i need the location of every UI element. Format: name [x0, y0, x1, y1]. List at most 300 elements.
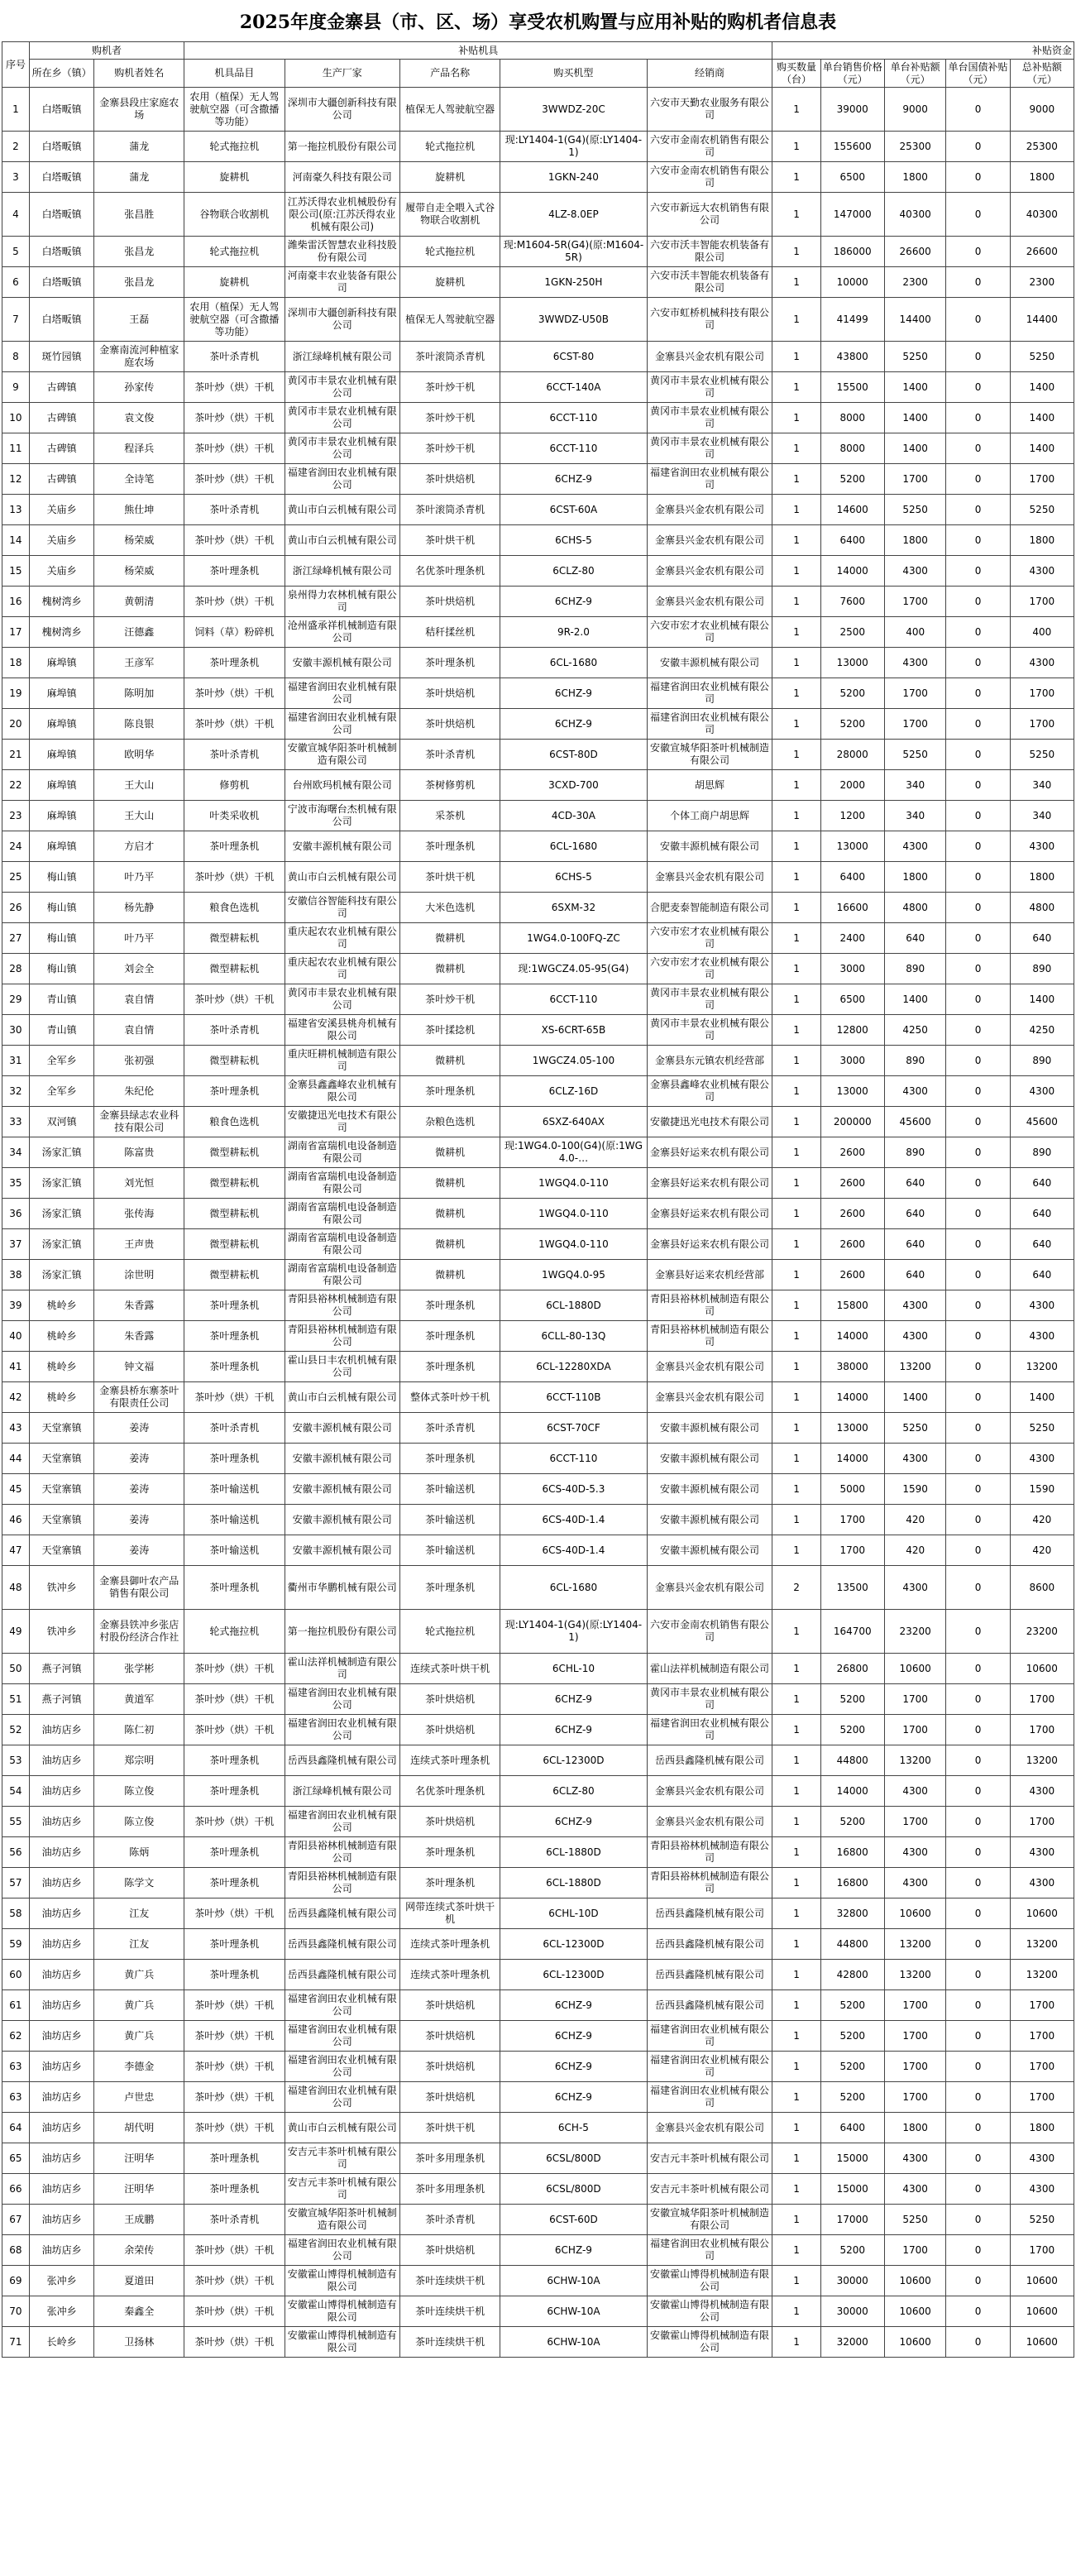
cell-model: 4LZ-8.0EP: [500, 193, 647, 237]
table-row: [2, 1505, 1074, 1535]
cell-town: 长岭乡: [29, 2327, 93, 2358]
cell-town: 汤家汇镇: [29, 1168, 93, 1199]
cell-product: 名优茶叶理条机: [399, 556, 500, 587]
cell-price: 6400: [820, 2113, 884, 2143]
cell-town: 关庙乡: [29, 525, 93, 556]
cell-maker: 潍柴雷沃智慧农业科技股份有限公司: [285, 237, 399, 267]
cell-product: 连续式茶叶理条机: [399, 1929, 500, 1960]
cell-qty: 1: [772, 862, 820, 893]
cell-total-subsidy: 2300: [1010, 267, 1074, 298]
cell-town: 麻埠镇: [29, 740, 93, 770]
cell-maker: 福建省润田农业机械有限公司: [285, 464, 399, 495]
cell-bond-subsidy: 0: [946, 1046, 1010, 1076]
cell-qty: 1: [772, 587, 820, 617]
cell-total-subsidy: 4300: [1010, 2143, 1074, 2174]
cell-buyer-name: 王大山: [94, 770, 184, 801]
cell-qty: 1: [772, 1107, 820, 1137]
cell-total-subsidy: 340: [1010, 801, 1074, 831]
cell-total-subsidy: 420: [1010, 1505, 1074, 1535]
cell-unit-subsidy: 5250: [884, 1413, 946, 1444]
cell-town: 张冲乡: [29, 2296, 93, 2327]
cell-town: 油坊店乡: [29, 1868, 93, 1898]
cell-bond-subsidy: 0: [946, 1610, 1010, 1654]
cell-bond-subsidy: 0: [946, 923, 1010, 954]
cell-category: 茶叶杀青机: [184, 342, 285, 372]
cell-maker: 河南豪丰农业装备有限公司: [285, 267, 399, 298]
cell-buyer-name: 金寨县段庄家庭农场: [94, 88, 184, 132]
cell-product: 茶叶连续烘干机: [399, 2296, 500, 2327]
cell-buyer-name: 姜涛: [94, 1535, 184, 1566]
cell-seq: 41: [2, 1352, 30, 1382]
cell-dealer: 安徽丰源机械有限公司: [647, 1535, 772, 1566]
cell-town: 汤家汇镇: [29, 1229, 93, 1260]
cell-product: 茶叶多用理条机: [399, 2143, 500, 2174]
cell-product: 茶叶连续烘干机: [399, 2327, 500, 2358]
cell-town: 油坊店乡: [29, 2052, 93, 2082]
cell-category: 茶叶理条机: [184, 1776, 285, 1807]
cell-product: 微耕机: [399, 1137, 500, 1168]
table-row: [2, 1610, 1074, 1654]
cell-dealer: 安徽霍山博得机械制造有限公司: [647, 2266, 772, 2296]
cell-maker: 安徽霍山博得机械制造有限公司: [285, 2327, 399, 2358]
cell-category: 微型耕耘机: [184, 1137, 285, 1168]
cell-total-subsidy: 890: [1010, 1137, 1074, 1168]
cell-price: 5000: [820, 1474, 884, 1505]
cell-product: 茶叶烘焙机: [399, 1807, 500, 1837]
table-row: [2, 372, 1074, 403]
table-row: [2, 403, 1074, 433]
cell-qty: 1: [772, 2296, 820, 2327]
cell-qty: 1: [772, 1807, 820, 1837]
cell-qty: 1: [772, 2021, 820, 2052]
cell-town: 关庙乡: [29, 495, 93, 525]
cell-total-subsidy: 1800: [1010, 2113, 1074, 2143]
cell-total-subsidy: 1700: [1010, 2052, 1074, 2082]
cell-unit-subsidy: 4300: [884, 2174, 946, 2205]
cell-bond-subsidy: 0: [946, 2113, 1010, 2143]
cell-bond-subsidy: 0: [946, 237, 1010, 267]
cell-unit-subsidy: 4300: [884, 831, 946, 862]
cell-category: 茶叶理条机: [184, 1929, 285, 1960]
cell-product: 茶叶输送机: [399, 1505, 500, 1535]
cell-maker: 安徽宣城华阳茶叶机械制造有限公司: [285, 2205, 399, 2235]
cell-qty: 1: [772, 1444, 820, 1474]
cell-buyer-name: 姜涛: [94, 1505, 184, 1535]
cell-price: 39000: [820, 88, 884, 132]
cell-category: 饲料（草）粉碎机: [184, 617, 285, 648]
cell-seq: 67: [2, 2205, 30, 2235]
cell-product: 茶叶滚筒杀青机: [399, 495, 500, 525]
cell-bond-subsidy: 0: [946, 2052, 1010, 2082]
cell-town: 白塔畈镇: [29, 298, 93, 342]
cell-buyer-name: 余荣传: [94, 2235, 184, 2266]
cell-product: 旋耕机: [399, 267, 500, 298]
header-seq: 序号: [2, 42, 30, 88]
cell-price: 26800: [820, 1654, 884, 1684]
cell-bond-subsidy: 0: [946, 88, 1010, 132]
table-row: [2, 2266, 1074, 2296]
cell-bond-subsidy: 0: [946, 556, 1010, 587]
cell-unit-subsidy: 5250: [884, 495, 946, 525]
cell-bond-subsidy: 0: [946, 587, 1010, 617]
table-row: [2, 2143, 1074, 2174]
cell-category: 茶叶炒（烘）干机: [184, 1807, 285, 1837]
cell-total-subsidy: 4300: [1010, 1776, 1074, 1807]
cell-price: 147000: [820, 193, 884, 237]
cell-bond-subsidy: 0: [946, 1352, 1010, 1382]
cell-model: 6CHS-5: [500, 862, 647, 893]
cell-maker: 霍山法祥机械制造有限公司: [285, 1654, 399, 1684]
cell-seq: 5: [2, 237, 30, 267]
cell-seq: 56: [2, 1837, 30, 1868]
cell-price: 12800: [820, 1015, 884, 1046]
cell-bond-subsidy: 0: [946, 372, 1010, 403]
cell-town: 铁冲乡: [29, 1566, 93, 1610]
cell-maker: 安徽捷迅光电技术有限公司: [285, 1107, 399, 1137]
cell-qty: 1: [772, 1076, 820, 1107]
header-qty: 购买数量（台）: [772, 60, 820, 88]
cell-model: 6CCT-110: [500, 984, 647, 1015]
table-row: [2, 1898, 1074, 1929]
cell-total-subsidy: 13200: [1010, 1352, 1074, 1382]
cell-total-subsidy: 1700: [1010, 1807, 1074, 1837]
cell-town: 古碑镇: [29, 403, 93, 433]
cell-maker: 岳西县鑫隆机械有限公司: [285, 1898, 399, 1929]
cell-category: 茶叶炒（烘）干机: [184, 984, 285, 1015]
cell-seq: 69: [2, 2266, 30, 2296]
cell-town: 梅山镇: [29, 862, 93, 893]
cell-model: 6CL-12280XDA: [500, 1352, 647, 1382]
cell-unit-subsidy: 1700: [884, 1990, 946, 2021]
table-row: [2, 1566, 1074, 1610]
cell-model: 6CHZ-9: [500, 1807, 647, 1837]
cell-model: 6CHW-10A: [500, 2327, 647, 2358]
cell-total-subsidy: 4300: [1010, 1837, 1074, 1868]
cell-total-subsidy: 10600: [1010, 1654, 1074, 1684]
cell-price: 5200: [820, 709, 884, 740]
table-row: [2, 1684, 1074, 1715]
table-row: [2, 1807, 1074, 1837]
cell-category: 茶叶理条机: [184, 1076, 285, 1107]
cell-unit-subsidy: 4300: [884, 1868, 946, 1898]
cell-qty: 1: [772, 298, 820, 342]
cell-product: 茶叶烘干机: [399, 525, 500, 556]
cell-maker: 福建省润田农业机械有限公司: [285, 2082, 399, 2113]
cell-town: 麻埠镇: [29, 770, 93, 801]
cell-total-subsidy: 4300: [1010, 1444, 1074, 1474]
cell-category: 茶叶理条机: [184, 556, 285, 587]
cell-bond-subsidy: 0: [946, 1321, 1010, 1352]
cell-qty: 1: [772, 1745, 820, 1776]
cell-dealer: 金寨县兴金农机有限公司: [647, 556, 772, 587]
cell-town: 油坊店乡: [29, 2205, 93, 2235]
cell-town: 天堂寨镇: [29, 1505, 93, 1535]
cell-maker: 福建省润田农业机械有限公司: [285, 2021, 399, 2052]
cell-unit-subsidy: 1590: [884, 1474, 946, 1505]
cell-total-subsidy: 4300: [1010, 1321, 1074, 1352]
cell-maker: 福建省润田农业机械有限公司: [285, 1990, 399, 2021]
cell-unit-subsidy: 4300: [884, 556, 946, 587]
cell-town: 双河镇: [29, 1107, 93, 1137]
cell-town: 天堂寨镇: [29, 1474, 93, 1505]
table-row: [2, 88, 1074, 132]
cell-buyer-name: 张昌龙: [94, 237, 184, 267]
cell-total-subsidy: 640: [1010, 1199, 1074, 1229]
cell-model: 6CL-1880D: [500, 1868, 647, 1898]
cell-maker: 湖南省富瑞机电设备制造有限公司: [285, 1199, 399, 1229]
cell-model: 现:1WG4.0-100(G4)(原:1WG4.0-…: [500, 1137, 647, 1168]
cell-unit-subsidy: 1700: [884, 464, 946, 495]
cell-total-subsidy: 10600: [1010, 1898, 1074, 1929]
cell-model: 1GKN-240: [500, 162, 647, 193]
cell-model: 6SXZ-640AX: [500, 1107, 647, 1137]
cell-town: 油坊店乡: [29, 1929, 93, 1960]
cell-buyer-name: 金寨县桥东寨茶叶有限责任公司: [94, 1382, 184, 1413]
cell-product: 杂粮色选机: [399, 1107, 500, 1137]
cell-unit-subsidy: 1400: [884, 433, 946, 464]
cell-seq: 11: [2, 433, 30, 464]
cell-buyer-name: 张初强: [94, 1046, 184, 1076]
cell-town: 桃岭乡: [29, 1290, 93, 1321]
cell-total-subsidy: 890: [1010, 1046, 1074, 1076]
cell-buyer-name: 陈学文: [94, 1868, 184, 1898]
cell-total-subsidy: 10600: [1010, 2327, 1074, 2358]
cell-seq: 62: [2, 2021, 30, 2052]
cell-seq: 2: [2, 132, 30, 162]
table-row: [2, 2174, 1074, 2205]
cell-seq: 51: [2, 1684, 30, 1715]
cell-maker: 福建省润田农业机械有限公司: [285, 1807, 399, 1837]
cell-seq: 10: [2, 403, 30, 433]
cell-total-subsidy: 400: [1010, 617, 1074, 648]
cell-unit-subsidy: 13200: [884, 1745, 946, 1776]
cell-buyer-name: 金寨县铁冲乡张店村股份经济合作社: [94, 1610, 184, 1654]
cell-product: 茶叶烘焙机: [399, 587, 500, 617]
cell-unit-subsidy: 4250: [884, 1015, 946, 1046]
cell-product: 茶叶输送机: [399, 1535, 500, 1566]
cell-qty: 1: [772, 1474, 820, 1505]
cell-category: 茶叶炒（烘）干机: [184, 2266, 285, 2296]
cell-town: 天堂寨镇: [29, 1413, 93, 1444]
header-price: 单台销售价格（元）: [820, 60, 884, 88]
cell-category: 茶叶炒（烘）干机: [184, 1654, 285, 1684]
cell-total-subsidy: 14400: [1010, 298, 1074, 342]
cell-total-subsidy: 1400: [1010, 403, 1074, 433]
cell-seq: 38: [2, 1260, 30, 1290]
cell-buyer-name: 袁自情: [94, 984, 184, 1015]
cell-maker: 湖南省富瑞机电设备制造有限公司: [285, 1168, 399, 1199]
cell-product: 采茶机: [399, 801, 500, 831]
cell-bond-subsidy: 0: [946, 2143, 1010, 2174]
cell-town: 白塔畈镇: [29, 162, 93, 193]
cell-unit-subsidy: 640: [884, 1168, 946, 1199]
cell-category: 微型耕耘机: [184, 954, 285, 984]
cell-product: 茶叶烘焙机: [399, 709, 500, 740]
cell-price: 16800: [820, 1868, 884, 1898]
cell-total-subsidy: 13200: [1010, 1960, 1074, 1990]
cell-dealer: 金寨县兴金农机有限公司: [647, 1776, 772, 1807]
cell-bond-subsidy: 0: [946, 1929, 1010, 1960]
cell-category: 农用（植保）无人驾驶航空器（可含撒播等功能）: [184, 88, 285, 132]
cell-product: 微耕机: [399, 1229, 500, 1260]
cell-seq: 36: [2, 1199, 30, 1229]
cell-dealer: 岳西县鑫隆机械有限公司: [647, 1929, 772, 1960]
cell-total-subsidy: 23200: [1010, 1610, 1074, 1654]
cell-town: 白塔畈镇: [29, 237, 93, 267]
cell-dealer: 六安市金南农机销售有限公司: [647, 162, 772, 193]
cell-total-subsidy: 10600: [1010, 2296, 1074, 2327]
cell-price: 43800: [820, 342, 884, 372]
table-row: [2, 2235, 1074, 2266]
cell-model: 6CHL-10D: [500, 1898, 647, 1929]
cell-seq: 29: [2, 984, 30, 1015]
cell-bond-subsidy: 0: [946, 893, 1010, 923]
cell-unit-subsidy: 1700: [884, 587, 946, 617]
cell-unit-subsidy: 2300: [884, 267, 946, 298]
cell-buyer-name: 江友: [94, 1929, 184, 1960]
table-row: [2, 740, 1074, 770]
table-body: [2, 88, 1074, 2358]
cell-price: 5200: [820, 678, 884, 709]
cell-category: 茶叶炒（烘）干机: [184, 464, 285, 495]
cell-product: 茶叶理条机: [399, 1352, 500, 1382]
cell-total-subsidy: 1700: [1010, 709, 1074, 740]
cell-town: 槐树湾乡: [29, 587, 93, 617]
cell-price: 15800: [820, 1290, 884, 1321]
cell-model: 6CS-40D-5.3: [500, 1474, 647, 1505]
cell-seq: 70: [2, 2296, 30, 2327]
header-dealer: 经销商: [647, 60, 772, 88]
cell-model: 6CS-40D-1.4: [500, 1505, 647, 1535]
cell-unit-subsidy: 640: [884, 923, 946, 954]
cell-product: 茶叶输送机: [399, 1474, 500, 1505]
cell-buyer-name: 姜涛: [94, 1444, 184, 1474]
table-row: [2, 709, 1074, 740]
cell-unit-subsidy: 420: [884, 1505, 946, 1535]
cell-model: 6CSL/800D: [500, 2143, 647, 2174]
cell-seq: 59: [2, 1929, 30, 1960]
cell-town: 油坊店乡: [29, 1715, 93, 1745]
cell-maker: 福建省润田农业机械有限公司: [285, 1684, 399, 1715]
cell-bond-subsidy: 0: [946, 801, 1010, 831]
cell-dealer: 福建省润田农业机械有限公司: [647, 2082, 772, 2113]
header-group-fund: 补贴资金: [772, 42, 1074, 60]
cell-town: 古碑镇: [29, 464, 93, 495]
cell-qty: 1: [772, 2143, 820, 2174]
cell-seq: 39: [2, 1290, 30, 1321]
cell-category: 茶叶理条机: [184, 648, 285, 678]
table-row: [2, 1321, 1074, 1352]
cell-product: 网带连续式茶叶烘干机: [399, 1898, 500, 1929]
cell-unit-subsidy: 640: [884, 1260, 946, 1290]
cell-dealer: 青阳县裕林机械制造有限公司: [647, 1837, 772, 1868]
cell-product: 茶叶烘焙机: [399, 1715, 500, 1745]
cell-price: 5200: [820, 2052, 884, 2082]
cell-town: 白塔畈镇: [29, 132, 93, 162]
cell-model: 6CCT-110: [500, 1444, 647, 1474]
cell-maker: 岳西县鑫隆机械有限公司: [285, 1745, 399, 1776]
cell-model: 6CHZ-9: [500, 678, 647, 709]
cell-model: 6CCT-110: [500, 433, 647, 464]
cell-town: 梅山镇: [29, 893, 93, 923]
cell-bond-subsidy: 0: [946, 740, 1010, 770]
cell-price: 5200: [820, 464, 884, 495]
cell-seq: 61: [2, 1990, 30, 2021]
cell-town: 汤家汇镇: [29, 1199, 93, 1229]
cell-category: 茶叶输送机: [184, 1505, 285, 1535]
cell-price: 30000: [820, 2266, 884, 2296]
cell-category: 茶叶炒（烘）干机: [184, 2021, 285, 2052]
cell-unit-subsidy: 1400: [884, 1382, 946, 1413]
cell-category: 茶叶炒（烘）干机: [184, 587, 285, 617]
cell-seq: 1: [2, 88, 30, 132]
cell-qty: 1: [772, 1260, 820, 1290]
cell-buyer-name: 黄广兵: [94, 2021, 184, 2052]
cell-dealer: 六安市宏才农业机械有限公司: [647, 617, 772, 648]
cell-maker: 安徽宣城华阳茶叶机械制造有限公司: [285, 740, 399, 770]
table-row: [2, 1107, 1074, 1137]
cell-buyer-name: 王声贵: [94, 1229, 184, 1260]
table-row: [2, 1382, 1074, 1413]
cell-maker: 重庆起农农业机械有限公司: [285, 923, 399, 954]
cell-buyer-name: 王磊: [94, 298, 184, 342]
cell-maker: 福建省润田农业机械有限公司: [285, 709, 399, 740]
cell-seq: 71: [2, 2327, 30, 2358]
cell-seq: 15: [2, 556, 30, 587]
cell-unit-subsidy: 400: [884, 617, 946, 648]
cell-unit-subsidy: 1700: [884, 1715, 946, 1745]
cell-dealer: 安徽捷迅光电技术有限公司: [647, 1107, 772, 1137]
header-category: 机具品目: [184, 60, 285, 88]
cell-dealer: 金寨县好运来农机有限公司: [647, 1168, 772, 1199]
cell-maker: 青阳县裕林机械制造有限公司: [285, 1290, 399, 1321]
cell-buyer-name: 胡代明: [94, 2113, 184, 2143]
cell-maker: 金寨县鑫鑫峰农业机械有限公司: [285, 1076, 399, 1107]
cell-buyer-name: 程泽兵: [94, 433, 184, 464]
cell-seq: 58: [2, 1898, 30, 1929]
cell-qty: 1: [772, 1168, 820, 1199]
cell-qty: 1: [772, 1229, 820, 1260]
cell-seq: 63: [2, 2052, 30, 2082]
table-row: [2, 2327, 1074, 2358]
cell-category: 茶叶杀青机: [184, 2205, 285, 2235]
cell-qty: 1: [772, 984, 820, 1015]
cell-maker: 黄山市白云机械有限公司: [285, 495, 399, 525]
cell-product: 茶叶理条机: [399, 831, 500, 862]
cell-model: 6CHZ-9: [500, 709, 647, 740]
cell-seq: 3: [2, 162, 30, 193]
cell-unit-subsidy: 5250: [884, 2205, 946, 2235]
cell-total-subsidy: 4300: [1010, 2174, 1074, 2205]
cell-dealer: 金寨县好运来农机有限公司: [647, 1137, 772, 1168]
cell-town: 油坊店乡: [29, 1745, 93, 1776]
cell-product: 名优茶叶理条机: [399, 1776, 500, 1807]
cell-model: 3WWDZ-U50B: [500, 298, 647, 342]
cell-qty: 1: [772, 464, 820, 495]
cell-qty: 1: [772, 1929, 820, 1960]
cell-seq: 44: [2, 1444, 30, 1474]
cell-buyer-name: 汪德鑫: [94, 617, 184, 648]
cell-town: 梅山镇: [29, 954, 93, 984]
cell-price: 17000: [820, 2205, 884, 2235]
cell-seq: 19: [2, 678, 30, 709]
cell-buyer-name: 张学彬: [94, 1654, 184, 1684]
table-row: [2, 193, 1074, 237]
cell-town: 桃岭乡: [29, 1352, 93, 1382]
header-group-buyer: 购机者: [29, 42, 184, 60]
cell-buyer-name: 杨荣威: [94, 525, 184, 556]
cell-total-subsidy: 1700: [1010, 2021, 1074, 2052]
